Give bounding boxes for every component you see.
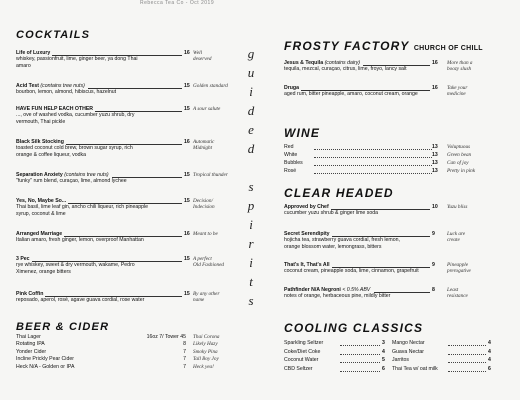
cooling-row (392, 349, 492, 355)
wine-price: 13 (432, 144, 438, 150)
wine-name: White (284, 152, 298, 158)
beer-price: 7 (183, 356, 186, 363)
pairing-line: resistance (447, 293, 468, 299)
frosty-factory-heading (284, 39, 483, 53)
beer-pairing: Thai Corona (193, 334, 220, 340)
cooling-name: Coconut Water (284, 357, 319, 364)
menu-item (16, 256, 190, 275)
item-rule (112, 177, 182, 178)
cooling-price: 4 (488, 357, 491, 364)
item-rule (331, 209, 430, 210)
item-description: notes of orange, herbaceous pine, mildly bitter (284, 293, 391, 300)
beer-name: Rotating IPA (16, 341, 45, 348)
cocktails-heading: COCKTAILS (16, 29, 91, 41)
item-price: 15 (184, 172, 190, 178)
cooling-row (284, 340, 386, 346)
wine-pairing: Voluptuous (447, 144, 471, 150)
pairing-line: boozy slush (447, 66, 472, 72)
item-pairing (447, 60, 472, 72)
item-price: 15 (184, 291, 190, 297)
wine-pairing: Pretty in pink (447, 168, 476, 174)
item-price: 16 (184, 231, 190, 237)
pairing-line: create (447, 237, 460, 243)
cooling-price: 4 (488, 340, 491, 346)
item-description: aged rum, bitter pineapple, amaro, coconut cream, orange (284, 91, 418, 98)
wine-row (284, 160, 440, 166)
pairing-line: Decision/ (193, 198, 213, 204)
item-description: syrup, coconut & lime (16, 210, 66, 217)
menu-item (284, 204, 444, 217)
vertical-letter: s (248, 293, 254, 308)
item-description: coconut cream, pineapple soda, lime, cinnamon, grapefruit (284, 268, 419, 275)
item-price: 16 (432, 85, 438, 91)
wine-rule (314, 173, 432, 174)
cooling-name: CBD Seltzer (284, 365, 313, 372)
clear-headed-heading: CLEAR HEADED (284, 186, 394, 200)
item-rule (332, 236, 430, 237)
cooling-rule (448, 371, 486, 372)
item-name-text: Arranged Marriage (16, 231, 63, 237)
item-description: hojicha tea, strawberry guava cordial, fresh lemon, (284, 237, 400, 244)
item-note: < 0.5% ABV (342, 287, 371, 293)
pairing-line: Luck are (447, 231, 466, 237)
beer-pairing: Heck yea! (193, 363, 214, 370)
item-price: 15 (184, 83, 190, 89)
vertical-letter: i (249, 255, 253, 270)
item-description: Ximenez, orange bitters (16, 268, 71, 275)
menu-item (16, 172, 190, 185)
cooling-row (284, 349, 386, 355)
menu-item (284, 85, 444, 98)
beer-price: 7 (183, 363, 186, 370)
vertical-letter: d (247, 103, 255, 118)
cooling-price: 5 (382, 357, 385, 364)
wine-rule (314, 149, 432, 150)
item-rule (68, 203, 182, 204)
cooling-rule (448, 345, 486, 346)
item-rule (66, 144, 182, 145)
item-pairing (193, 139, 214, 151)
pairing-line: Well (193, 50, 203, 56)
item-name-text: Separation Anxiety (16, 172, 63, 178)
item-note: (contains dairy) (324, 60, 361, 66)
item-name-text: Black Silk Stocking (16, 139, 64, 145)
pairing-line: Golden standard (193, 83, 228, 89)
vertical-letter: s (248, 179, 254, 194)
vertical-letter: i (249, 84, 253, 99)
wine-name: Red (284, 144, 294, 150)
wine-pairing: Can of joy (447, 160, 469, 166)
item-price: 15 (184, 198, 190, 204)
menu-item (16, 198, 190, 217)
beer-pairing: Smoky Pina (193, 348, 218, 355)
cooling-rule (340, 371, 380, 372)
beer-price: 16oz 7/ Tower 45 (146, 334, 186, 340)
cooling-row (392, 357, 492, 363)
wine-price: 13 (432, 168, 438, 174)
item-price: 9 (432, 231, 435, 237)
menu-item (16, 139, 190, 158)
frosty-title: FROSTY FACTORY (284, 39, 410, 53)
vertical-letter: i (249, 217, 253, 232)
item-description: rye whiskey, sweet & dry vermouth, wakame, Pedro (16, 262, 135, 269)
vertical-letter: u (247, 65, 255, 80)
item-pairing (447, 262, 471, 274)
item-rule (88, 88, 182, 89)
cooling-name: Guava Nectar (392, 348, 425, 355)
cooling-price: 3 (382, 340, 385, 346)
beer-row (16, 334, 186, 340)
pairing-line: Tropical thunder (193, 172, 228, 178)
item-pairing (447, 287, 468, 299)
cooling-price: 4 (488, 348, 491, 355)
item-price: 10 (432, 204, 438, 210)
vertical-letter: e (248, 122, 254, 137)
cooling-rule (340, 362, 380, 363)
cooling-rule (448, 362, 486, 363)
vertical-letter: d (247, 141, 255, 156)
pairing-line: deserved (193, 56, 212, 62)
cooling-name: Thai Tea w/ oat milk (392, 365, 438, 372)
wine-rule (314, 157, 432, 158)
cooling-rule (448, 354, 486, 355)
wine-rule (314, 165, 432, 166)
item-price: 15 (184, 256, 190, 262)
cooling-row (284, 366, 386, 372)
item-description: reposado, aperol, rosé, agave guava cordial, rose water (16, 297, 145, 304)
item-name-text: Yes, No, Maybe So... (16, 198, 67, 204)
pairing-line: A perfect (193, 256, 212, 262)
item-rule (32, 261, 182, 262)
item-rule (52, 55, 182, 56)
item-name-text: Druga (284, 85, 299, 91)
wine-price: 13 (432, 152, 438, 158)
frosty-subtitle: CHURCH OF CHILL (413, 45, 483, 52)
wine-price: 13 (432, 160, 438, 166)
pairing-line: Take your (447, 85, 468, 91)
cooling-name: Jarritos (392, 357, 410, 364)
item-pairing (193, 50, 211, 62)
menu-item (284, 287, 444, 300)
pairing-line: medicine (447, 91, 466, 97)
beer-price: 8 (183, 341, 186, 348)
item-rule (332, 267, 430, 268)
item-description: toasted coconut cold brew, brown sugar syrup, rich (16, 145, 133, 152)
menu-item (284, 262, 444, 275)
cooling-classics-heading: COOLING CLASSICS (284, 321, 424, 335)
item-name-text: Life of Luxury (16, 50, 51, 56)
item-name-text: Jesus & Tequila (284, 60, 324, 66)
beer-cider-heading: BEER & CIDER (16, 321, 110, 333)
item-pairing (193, 256, 224, 268)
cooling-name: Sparkling Seltzer (284, 340, 324, 346)
item-pairing (193, 198, 215, 210)
item-rule (95, 111, 182, 112)
wine-row (284, 144, 440, 150)
item-name-text: Approved by Chef (284, 204, 329, 210)
item-name-text: Secret Serendipity (284, 231, 330, 237)
item-price: 16 (184, 139, 190, 145)
wine-row (284, 152, 440, 158)
item-description: cucumber yuzu shrub & ginger lime soda (284, 210, 378, 217)
cooling-row (392, 340, 492, 346)
item-name-text: Pink Coffin (16, 291, 44, 297)
item-rule (45, 296, 182, 297)
pairing-line: prerogative (447, 268, 471, 274)
pairing-line: More than a (447, 60, 473, 66)
beer-pairing: Likely Hazy (193, 341, 218, 348)
item-name-text: 3 Pec (16, 256, 30, 262)
cooling-price: 6 (382, 365, 385, 372)
item-note: (contains tree nuts) (40, 83, 85, 89)
wine-name: Bubbles (284, 160, 303, 166)
item-description: orange blossom water, lemongrass, bitters (284, 243, 382, 250)
item-description: tequila, mezcal, curaçao, citrus, lime, froyo, lancy salt (284, 66, 407, 73)
cooling-row (392, 366, 492, 372)
pairing-line: Midnight (193, 145, 213, 151)
guided-spirits-vertical-text (241, 44, 261, 310)
menu-item (16, 50, 190, 69)
item-price: 9 (432, 262, 435, 268)
menu-item (284, 60, 444, 73)
item-description: whiskey, passionfruit, lime, ginger beer, ya dong Thai (16, 56, 138, 63)
beer-row (16, 364, 186, 370)
cooling-row (284, 357, 386, 363)
beer-name: Incline Prickly Pear Cider (16, 356, 74, 363)
cooling-rule (340, 345, 380, 346)
wine-pairing: Green bean (447, 152, 472, 158)
beer-row (16, 341, 186, 347)
vertical-letter: r (248, 236, 254, 251)
pairing-line: By any other (193, 291, 220, 297)
item-price: 15 (184, 106, 190, 112)
menu-item (16, 231, 190, 244)
pairing-line: Indecision (193, 204, 215, 210)
pairing-line: Yuzu bliss (447, 204, 468, 210)
beer-row (16, 349, 186, 355)
item-pairing (447, 231, 465, 243)
item-name-text: Pathfinder N/A Negroni (284, 287, 341, 293)
beer-name: Heck N/A - Golden or IPA (16, 363, 75, 370)
menu-item (284, 231, 444, 250)
item-price: 8 (432, 287, 435, 293)
item-note: (contains tree nuts) (64, 172, 109, 178)
beer-row (16, 356, 186, 362)
beer-price: 7 (183, 348, 186, 355)
vertical-letter: g (247, 46, 255, 61)
item-name-text: HAVE FUN HELP EACH OTHER (16, 106, 94, 112)
item-rule (374, 292, 430, 293)
item-pairing (193, 231, 218, 237)
cooling-price: 4 (382, 348, 385, 355)
item-pairing (193, 106, 220, 112)
cooling-name: Coke/Diet Coke (284, 348, 321, 355)
pairing-line: Least (447, 287, 459, 293)
item-description: ..., ove of washed vodka, cucumber yuzu shrub, dry (16, 112, 135, 119)
menu-item (16, 106, 190, 125)
item-pairing (447, 204, 467, 210)
item-name-text: That's It, That's All (284, 262, 330, 268)
wine-heading: WINE (284, 126, 321, 140)
item-pairing (193, 83, 228, 89)
vertical-letter (241, 158, 261, 177)
item-rule (64, 236, 182, 237)
beer-pairing: Tall Boy Joy (193, 356, 219, 363)
item-pairing (193, 172, 228, 178)
item-rule (301, 90, 430, 91)
vertical-letter: t (249, 274, 253, 289)
item-description: orange & coffee liqueur, vodka (16, 151, 86, 158)
vertical-letter: p (247, 198, 255, 213)
item-description: Thai basil, lime leaf gin, ancho chili liqueur, rich pineapple (16, 204, 149, 211)
wine-row (284, 168, 440, 174)
item-description: "funky" rum blend, curaçao, lime, almond lychee (16, 178, 127, 185)
item-description: Italian amaro, fresh ginger, lemon, overproof Manhattan (16, 237, 144, 244)
item-name-text: Acid Test (16, 83, 39, 89)
item-price: 16 (432, 60, 438, 66)
item-pairing (193, 291, 220, 303)
cooling-name: Mango Nectar (392, 340, 425, 346)
item-pairing (447, 85, 467, 97)
beer-name: Yonder Cider (16, 348, 47, 355)
cooling-rule (340, 354, 380, 355)
pairing-line: Pineapple (447, 262, 469, 268)
pairing-line: Automatic (193, 139, 215, 145)
pairing-line: A sour salute (193, 106, 221, 112)
pairing-line: name (193, 297, 205, 303)
item-description: amaro (16, 62, 31, 69)
pairing-line: Old Fashioned (193, 262, 224, 268)
item-description: vermouth, Thai pickle (16, 118, 66, 125)
pairing-line: Meant to be (193, 231, 218, 237)
wine-name: Rosé (284, 168, 297, 174)
menu-item (16, 83, 190, 96)
menu-item (16, 291, 190, 304)
cooling-price: 6 (488, 365, 491, 372)
beer-name: Thai Lager (16, 334, 41, 340)
header-strip: Rebecca Tea Co - Oct 2019 (140, 0, 215, 6)
item-rule (363, 65, 430, 66)
item-description: bourbon, lemon, almond, hibiscus, hazelnut (16, 89, 117, 96)
item-price: 16 (184, 50, 190, 56)
